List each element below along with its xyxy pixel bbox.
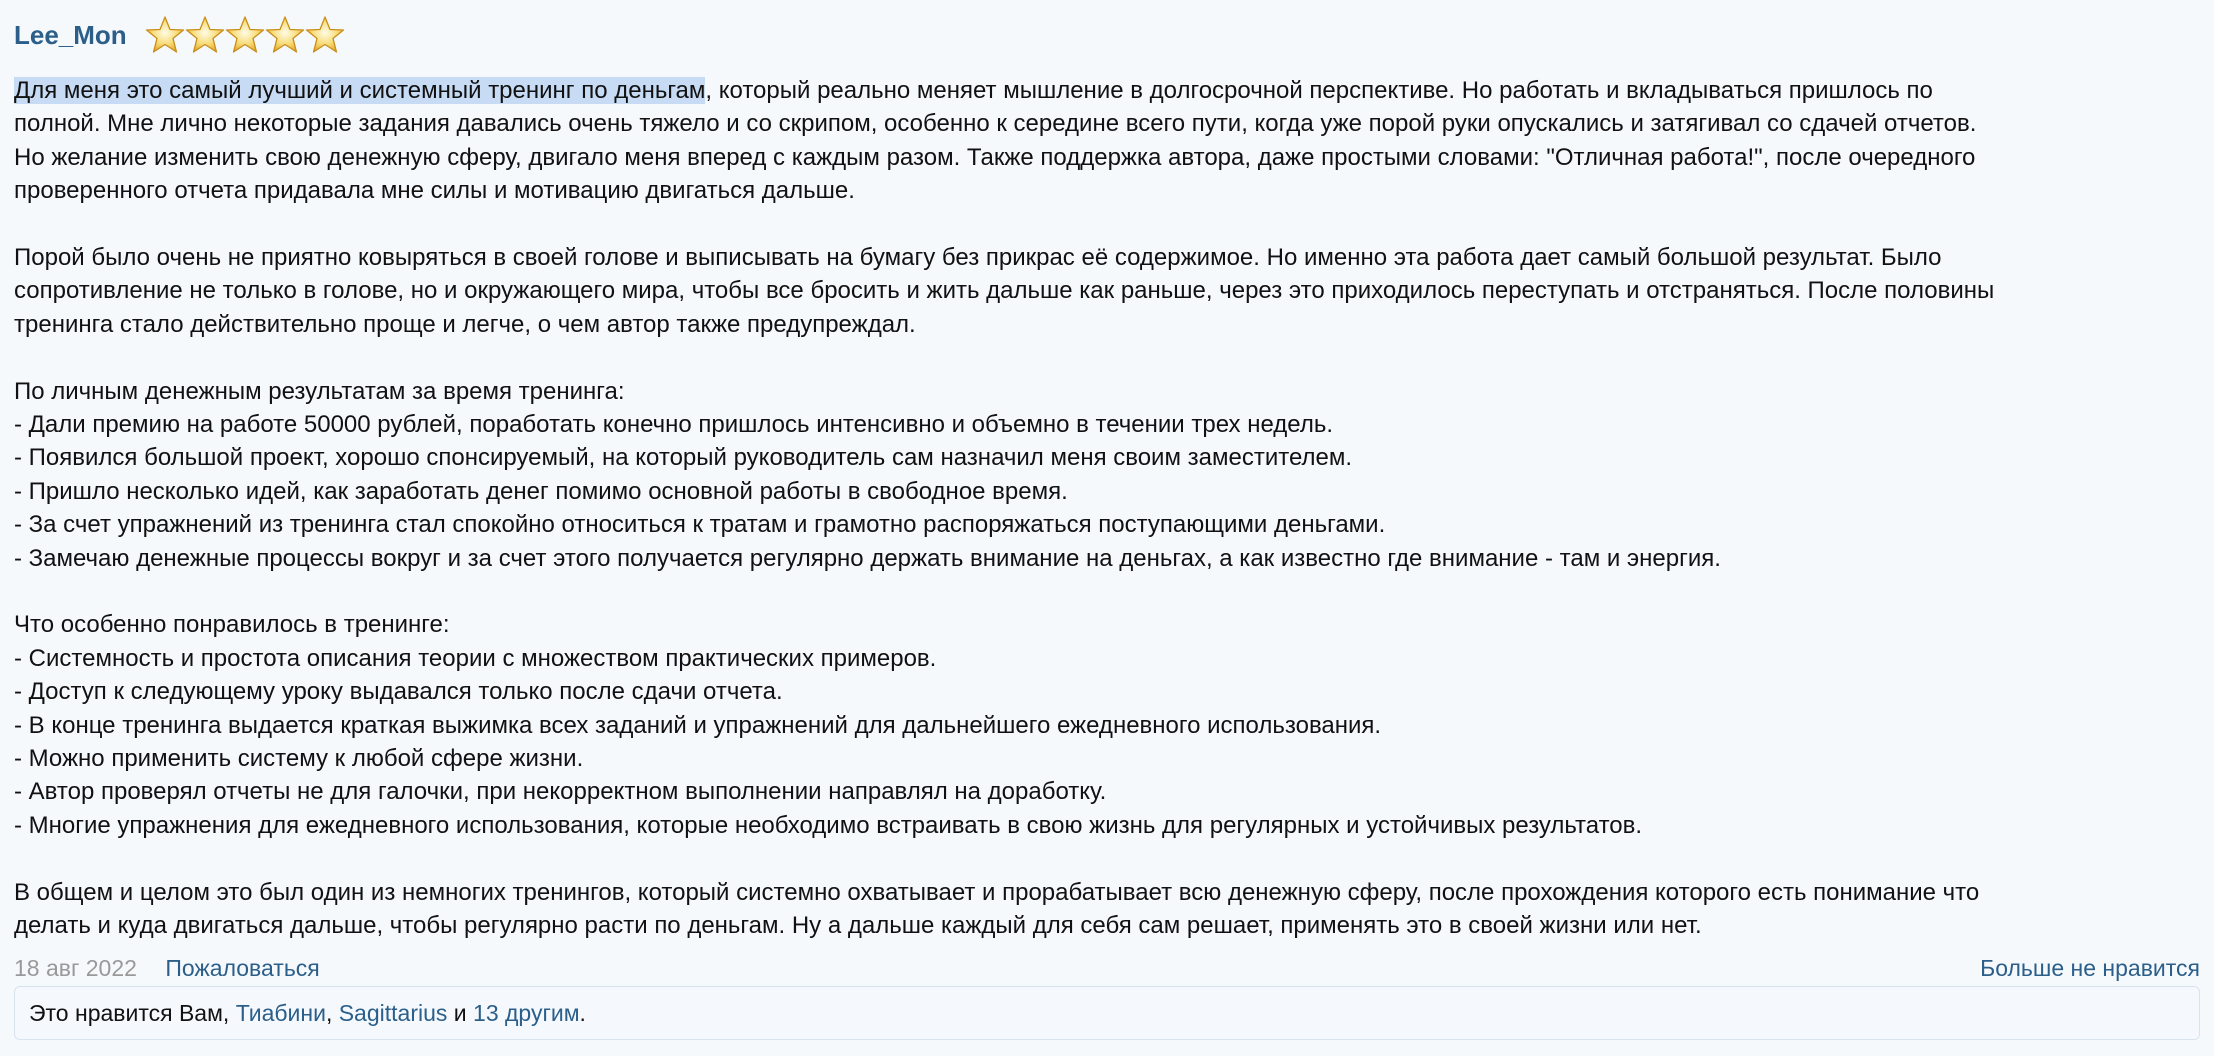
review-header: [14, 14, 2200, 56]
star-icon: [185, 15, 225, 55]
review-line: делать и куда двигаться дальше, чтобы регулярно расти по деньгам. Ну а дальше каждый для себя сам решает, применять это в своей жизни или нет.: [14, 912, 1702, 940]
likes-suffix: .: [579, 999, 586, 1026]
review-line: - Можно применить систему к любой сфере жизни.: [14, 745, 584, 773]
review-line: - Дали премию на работе 50000 рублей, поработать конечно пришлось интенсивно и объемно в течении трех недель.: [14, 411, 1334, 439]
likes-box: [14, 986, 2200, 1040]
review-line: - Пришло несколько идей, как заработать денег помимо основной работы в свободное время.: [14, 477, 1068, 505]
review-line: - За счет упражнений из тренинга стал спокойно относиться к тратам и грамотно распоряжаться поступающими деньгами.: [14, 511, 1386, 539]
review-paragraph: [14, 241, 2200, 341]
footer-left: [14, 955, 320, 982]
review-line: проверенного отчета придавала мне силы и мотивацию двигаться дальше.: [14, 177, 855, 205]
likes-prefix: Это нравится Вам,: [29, 999, 236, 1026]
review-date: 18 авг 2022: [14, 955, 137, 981]
review-line: полной. Мне лично некоторые задания давались очень тяжело и со скрипом, особенно к середине всего пути, когда уже порой руки опускались и затягивал со сдачей отчетов.: [14, 110, 1977, 138]
selected-text: Для меня это самый лучший и системный тренинг по деньгам: [14, 77, 706, 104]
star-icon: [265, 15, 305, 55]
review-text: [14, 74, 2200, 943]
review-line: - Появился большой проект, хорошо спонсируемый, на который руководитель сам назначил меня своим заместителем.: [14, 444, 1353, 472]
review-line: В общем и целом это был один из немногих тренингов, который системно охватывает и прорабатывает всю денежную сферу, после прохождения которого есть понимание что: [14, 878, 1980, 906]
review-line: - Автор проверял отчеты не для галочки, при некорректном выполнении направлял на доработку.: [14, 778, 1107, 806]
review-paragraph: [14, 876, 2200, 943]
likes-separator: ,: [325, 999, 339, 1026]
review-line: По личным денежным результатам за время тренинга:: [14, 377, 625, 405]
review-paragraph: [14, 74, 2200, 208]
unlike-link[interactable]: Больше не нравится: [1980, 955, 2200, 981]
liker-link-2[interactable]: Sagittarius: [338, 999, 448, 1026]
review-line: - Замечаю денежные процессы вокруг и за счет этого получается регулярно держать внимание на деньгах, а как известно где внимание - там и энергия.: [14, 544, 1721, 572]
review-footer: [14, 954, 2200, 984]
rating-stars: [145, 15, 345, 55]
review-line: сопротивление не только в голове, но и окружающего мира, чтобы все бросить и жить дальше как раньше, через это приходилось переступать и отстраняться. После половины: [14, 277, 1995, 305]
complain-link[interactable]: Пожаловаться: [165, 955, 320, 981]
review-line: - Системность и простота описания теории с множеством практических примеров.: [14, 644, 937, 672]
review-paragraph: [14, 375, 2200, 575]
other-likers-link[interactable]: 13 другим: [473, 999, 580, 1026]
review-card: [14, 14, 2200, 984]
review-line: Но желание изменить свою денежную сферу, двигало меня вперед с каждым разом. Также поддержка автора, даже простыми словами: "Отличная работа!", после очередного: [14, 143, 1976, 171]
star-icon: [305, 15, 345, 55]
review-line: Что особенно понравилось в тренинге:: [14, 611, 450, 639]
review-paragraph: [14, 608, 2200, 842]
review-line: Для меня это самый лучший и системный тренинг по деньгам, который реально меняет мышление в долгосрочной перспективе. Но работать и вкладываться пришлось по: [14, 77, 1933, 104]
username-link[interactable]: Lee_Mon: [14, 19, 127, 50]
star-icon: [145, 15, 185, 55]
review-line: Порой было очень не приятно ковыряться в своей голове и выписывать на бумагу без прикрас её содержимое. Но именно эта работа дает самый большой результат. Было: [14, 244, 1942, 272]
review-line: - Доступ к следующему уроку выдавался только после сдачи отчета.: [14, 678, 783, 706]
review-line: - В конце тренинга выдается краткая выжимка всех заданий и упражнений для дальнейшего ежедневного использования.: [14, 711, 1382, 739]
star-icon: [225, 15, 265, 55]
likes-conjunction: и: [447, 999, 474, 1026]
review-line: тренинга стало действительно проще и легче, о чем автор также предупреждал.: [14, 310, 916, 338]
review-line: - Многие упражнения для ежедневного использования, которые необходимо встраивать в свою жизнь для регулярных и устойчивых результатов.: [14, 811, 1643, 839]
liker-link-1[interactable]: Тиабини: [235, 999, 326, 1026]
